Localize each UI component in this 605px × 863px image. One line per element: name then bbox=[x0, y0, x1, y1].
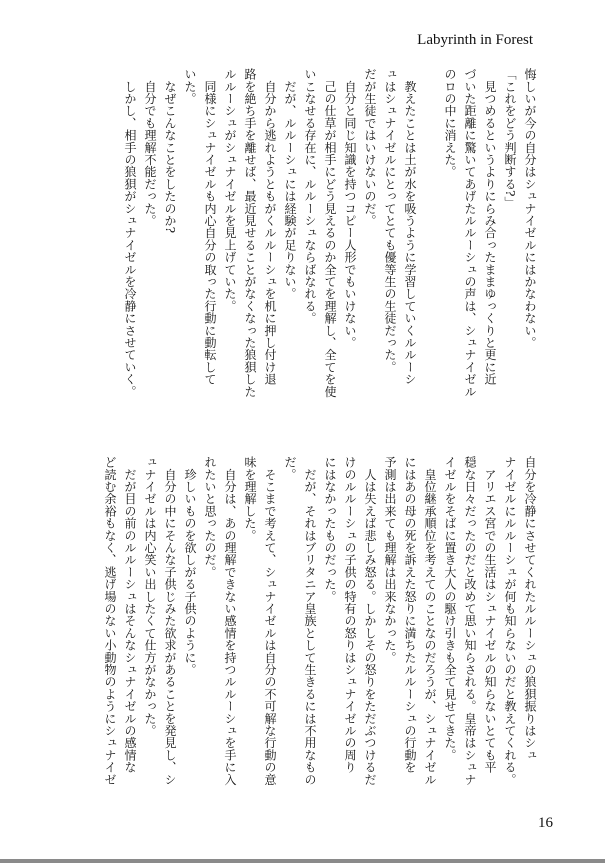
text-line: いこなせる存在に、ルルーシュならばなれる。 bbox=[303, 68, 317, 325]
text-line: 悔しいが今の自分はシュナイゼルにはかなわない。 bbox=[523, 68, 537, 349]
text-line: ナイゼルにルルーシュが何も知らないのだと教えてくれる。 bbox=[503, 456, 517, 786]
text-line: だが生徒ではいけないのだ。 bbox=[363, 68, 377, 227]
text-line: アリエス宮での生活はシュナイゼルの知らないとても平 bbox=[483, 456, 497, 774]
text-line: イゼルをそばに置き大人の駆け引きも全て見せてきた。 bbox=[443, 456, 457, 761]
text-line: いた。 bbox=[183, 68, 197, 105]
text-line: ュナイゼルは内心笑い出したくて仕方がなかった。 bbox=[143, 456, 157, 737]
text-line: のロの中に消えた。 bbox=[443, 68, 457, 178]
page-bottom-border bbox=[0, 859, 605, 863]
text-line: 自分を冷静にさせてくれたルルーシュの狼狽振りはシュ bbox=[523, 456, 537, 761]
text-line: そこまで考えて、シュナイゼルは自分の不可解な行動の意 bbox=[263, 456, 277, 786]
text-line: 路を絶ち手を離せば、最近見せることがなくなった狼狽した bbox=[243, 68, 257, 398]
text-line: にはあの母の死を訴えた怒りに満ちたルルーシュの行動を bbox=[403, 456, 417, 774]
text-line: 人は失えば悲しみ怒る。しかしその怒りをただぶつけるだ bbox=[363, 456, 377, 786]
text-line: だが、それはブリタニア皇族として生きるには不用なもの bbox=[303, 456, 317, 786]
text-line: しかし、相手の狼狽がシュナイゼルを冷静にさせていく。 bbox=[123, 68, 137, 398]
text-line: ど読む余裕もなく、逃げ場のない小動物のようにシュナイゼ bbox=[103, 456, 117, 786]
text-line: 自分は、あの理解できない感情を持つルルーシュを手に入 bbox=[223, 456, 237, 786]
text-line: 皇位継承順位を考えてのことなのだろうが、シュナイゼル bbox=[423, 456, 437, 786]
text-line: づいた距離に驚いてあげたルルーシュの声は、シュナイゼル bbox=[463, 68, 477, 398]
text-line: 味を理解した。 bbox=[243, 456, 257, 542]
text-line: 自分と同じ知識を持つコピー人形でもいけない。 bbox=[343, 68, 357, 349]
text-line: だ。 bbox=[283, 456, 297, 481]
text-line: 予測は出来ても理解は出来なかった。 bbox=[383, 456, 397, 664]
text-line: だが目の前のルルーシュはそんなシュナイゼルの感情な bbox=[123, 456, 137, 774]
text-line: にはなかったものだった。 bbox=[323, 456, 337, 603]
text-line: 穏な日々だったのだと改めて思い知らされる。皇帝はシュナ bbox=[463, 456, 477, 786]
text-line: 教えたことは土が水を吸うように学習していくルルーシ bbox=[403, 68, 417, 386]
text-line: 己の仕草が相手にどう見えるのか全てを理解し、全てを使 bbox=[323, 68, 337, 398]
text-line: 見つめるというよりにらみ合ったままゆっくりと更に近 bbox=[483, 68, 497, 386]
text-line: 自分から逃れようともがくルルーシュを机に押し付け退 bbox=[263, 68, 277, 386]
text-line: れたいと思ったのだ。 bbox=[203, 456, 217, 578]
lower-text-block bbox=[95, 456, 540, 800]
page-number: 16 bbox=[538, 815, 553, 831]
running-header: Labyrinth in Forest bbox=[417, 32, 533, 48]
text-line: ルルーシュがシュナイゼルを見上げていた。 bbox=[223, 68, 237, 312]
text-line: なぜこんなことをしたのか? bbox=[163, 68, 177, 234]
text-line bbox=[420, 68, 440, 438]
text-line: 自分の中にそんな子供じみた欲求があることを発見し、シ bbox=[163, 456, 177, 786]
upper-text-block bbox=[95, 68, 540, 438]
text-line: 自分でも理解不能だった。 bbox=[143, 68, 157, 227]
text-line: 「これをどう判断する?」 bbox=[503, 68, 517, 209]
text-line: だが、ルルーシュには経験が足りない。 bbox=[283, 68, 297, 300]
text-line: けのルルーシュの子供の特有の怒りはシュナイゼルの周り bbox=[343, 456, 357, 774]
text-line: 珍しいものを欲しがる子供のように。 bbox=[183, 456, 197, 676]
text-line: ュはシュナイゼルにとってとても優等生の生徒だった。 bbox=[383, 68, 397, 373]
text-line: 同様にシュナイゼルも内心自分の取った行動に動転して bbox=[203, 68, 217, 386]
